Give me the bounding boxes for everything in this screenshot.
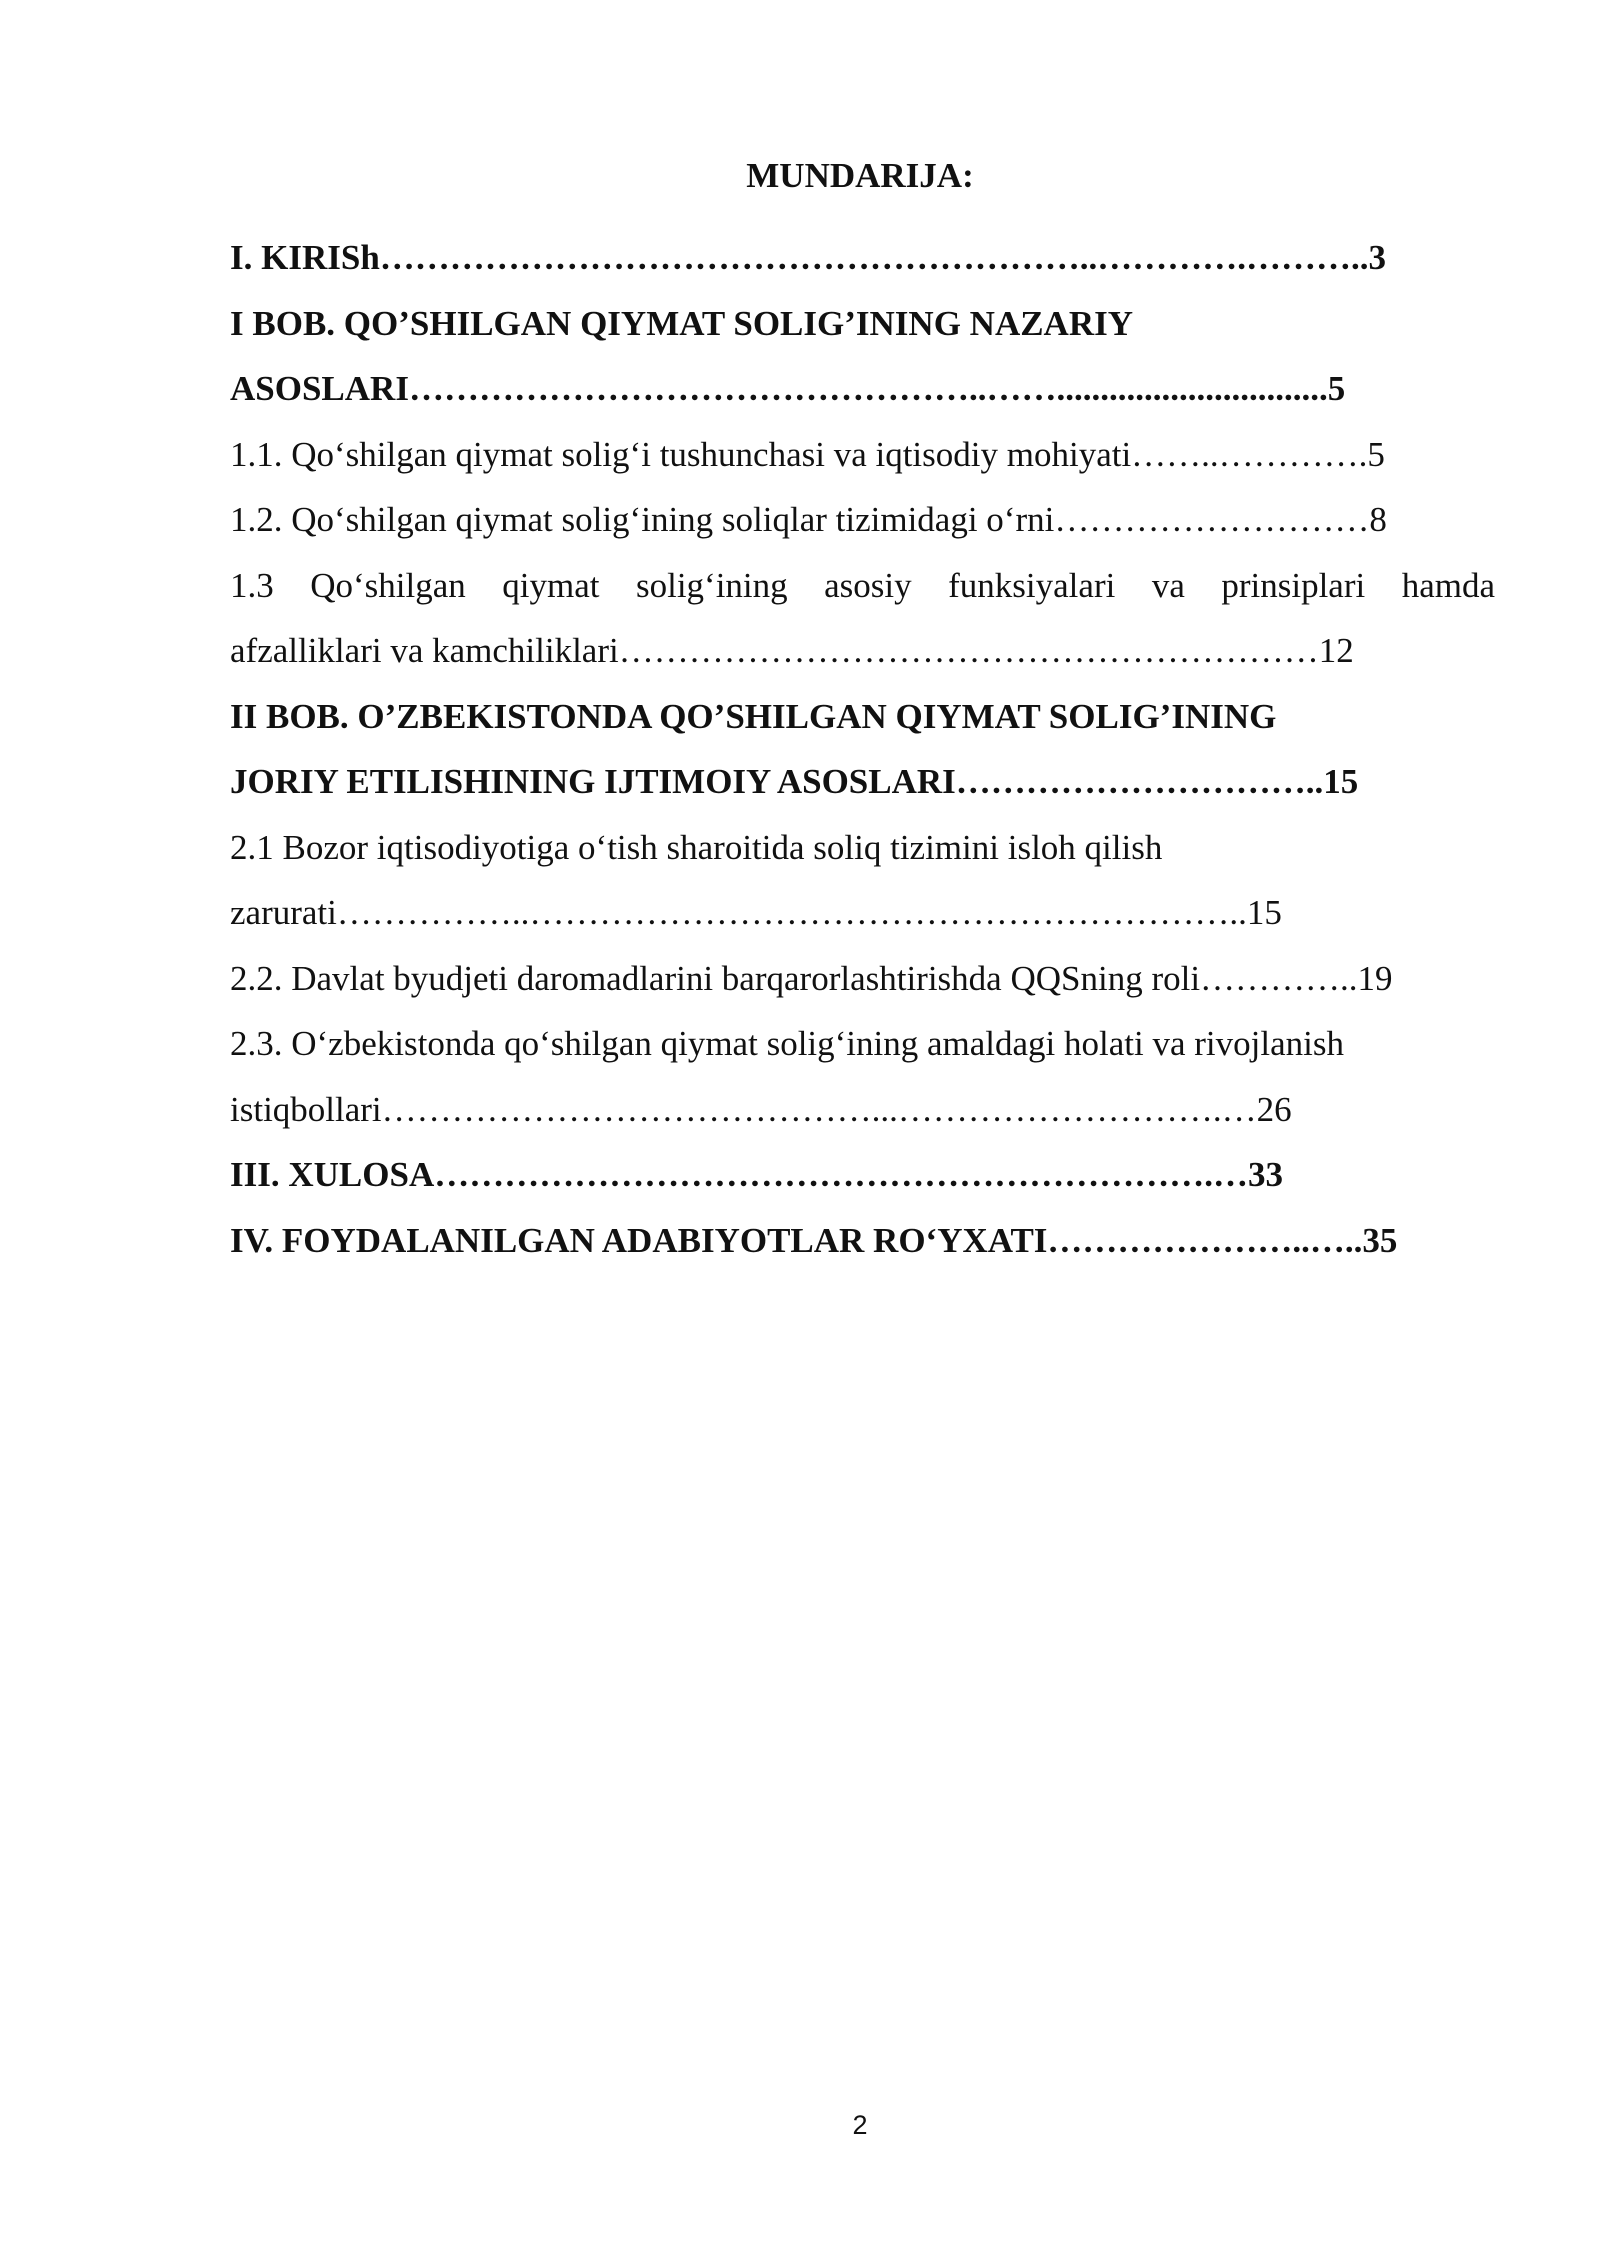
toc-entry-section-1-3-line-1: 1.3 Qo‘shilgan qiymat solig‘ining asosiy funksiyalari va prinsiplari hamda xyxy=(230,565,1495,605)
toc-entry-section-1-2: 1.2. Qo‘shilgan qiymat solig‘ining soliqlar tizimidagi o‘rni………………………8 xyxy=(230,500,1387,539)
table-of-contents xyxy=(230,225,1495,1273)
toc-entry-references: IV. FOYDALANILGAN ADABIYOTLAR RO‘YXATI…………………..…..35 xyxy=(230,1220,1398,1260)
toc-entry-chapter-1-line-1: I BOB. QO’SHILGAN QIYMAT SOLIG’INING NAZARIY xyxy=(230,303,1134,343)
toc-entry-section-2-3-line-1: 2.3. O‘zbekistonda qo‘shilgan qiymat solig‘ining amaldagi holati va rivojlanish xyxy=(230,1024,1344,1063)
toc-entry-chapter-2-line-1: II BOB. O’ZBEKISTONDA QO’SHILGAN QIYMAT SOLIG’INING xyxy=(230,696,1277,736)
toc-entry-section-2-2: 2.2. Davlat byudjeti daromadlarini barqarorlashtirishda QQSning roli…………..19 xyxy=(230,958,1393,998)
toc-entry-introduction: I. KIRISh……………………………………………………..………….………..3 xyxy=(230,238,1387,277)
toc-entry-section-1-3-line-2: afzalliklari va kamchiliklari……………………………………………………12 xyxy=(230,631,1354,670)
toc-entry-section-2-3-line-2: istiqbollari……………………………………...……………………….…26 xyxy=(230,1089,1292,1129)
toc-title: MUNDARIJA: xyxy=(746,156,974,195)
toc-entry-conclusion: III. XULOSA………………………………………………………….…33 xyxy=(230,1155,1283,1194)
toc-entry-chapter-1-line-2: ASOSLARI…………………………………………..……...............................5 xyxy=(230,369,1346,408)
toc-entry-section-1-1: 1.1. Qo‘shilgan qiymat solig‘i tushunchasi va iqtisodiy mohiyati……..………….5 xyxy=(230,434,1385,474)
page-number: 2 xyxy=(852,2110,868,2140)
toc-entry-section-2-1-line-1: 2.1 Bozor iqtisodiyotiga o‘tish sharoitida soliq tizimini isloh qilish xyxy=(230,827,1163,867)
toc-entry-section-2-1-line-2: zarurati……………..……………………………………………………..15 xyxy=(230,893,1282,932)
toc-entry-chapter-2-line-2: JORIY ETILISHINING IJTIMOIY ASOSLARI…………………………..15 xyxy=(230,762,1359,801)
